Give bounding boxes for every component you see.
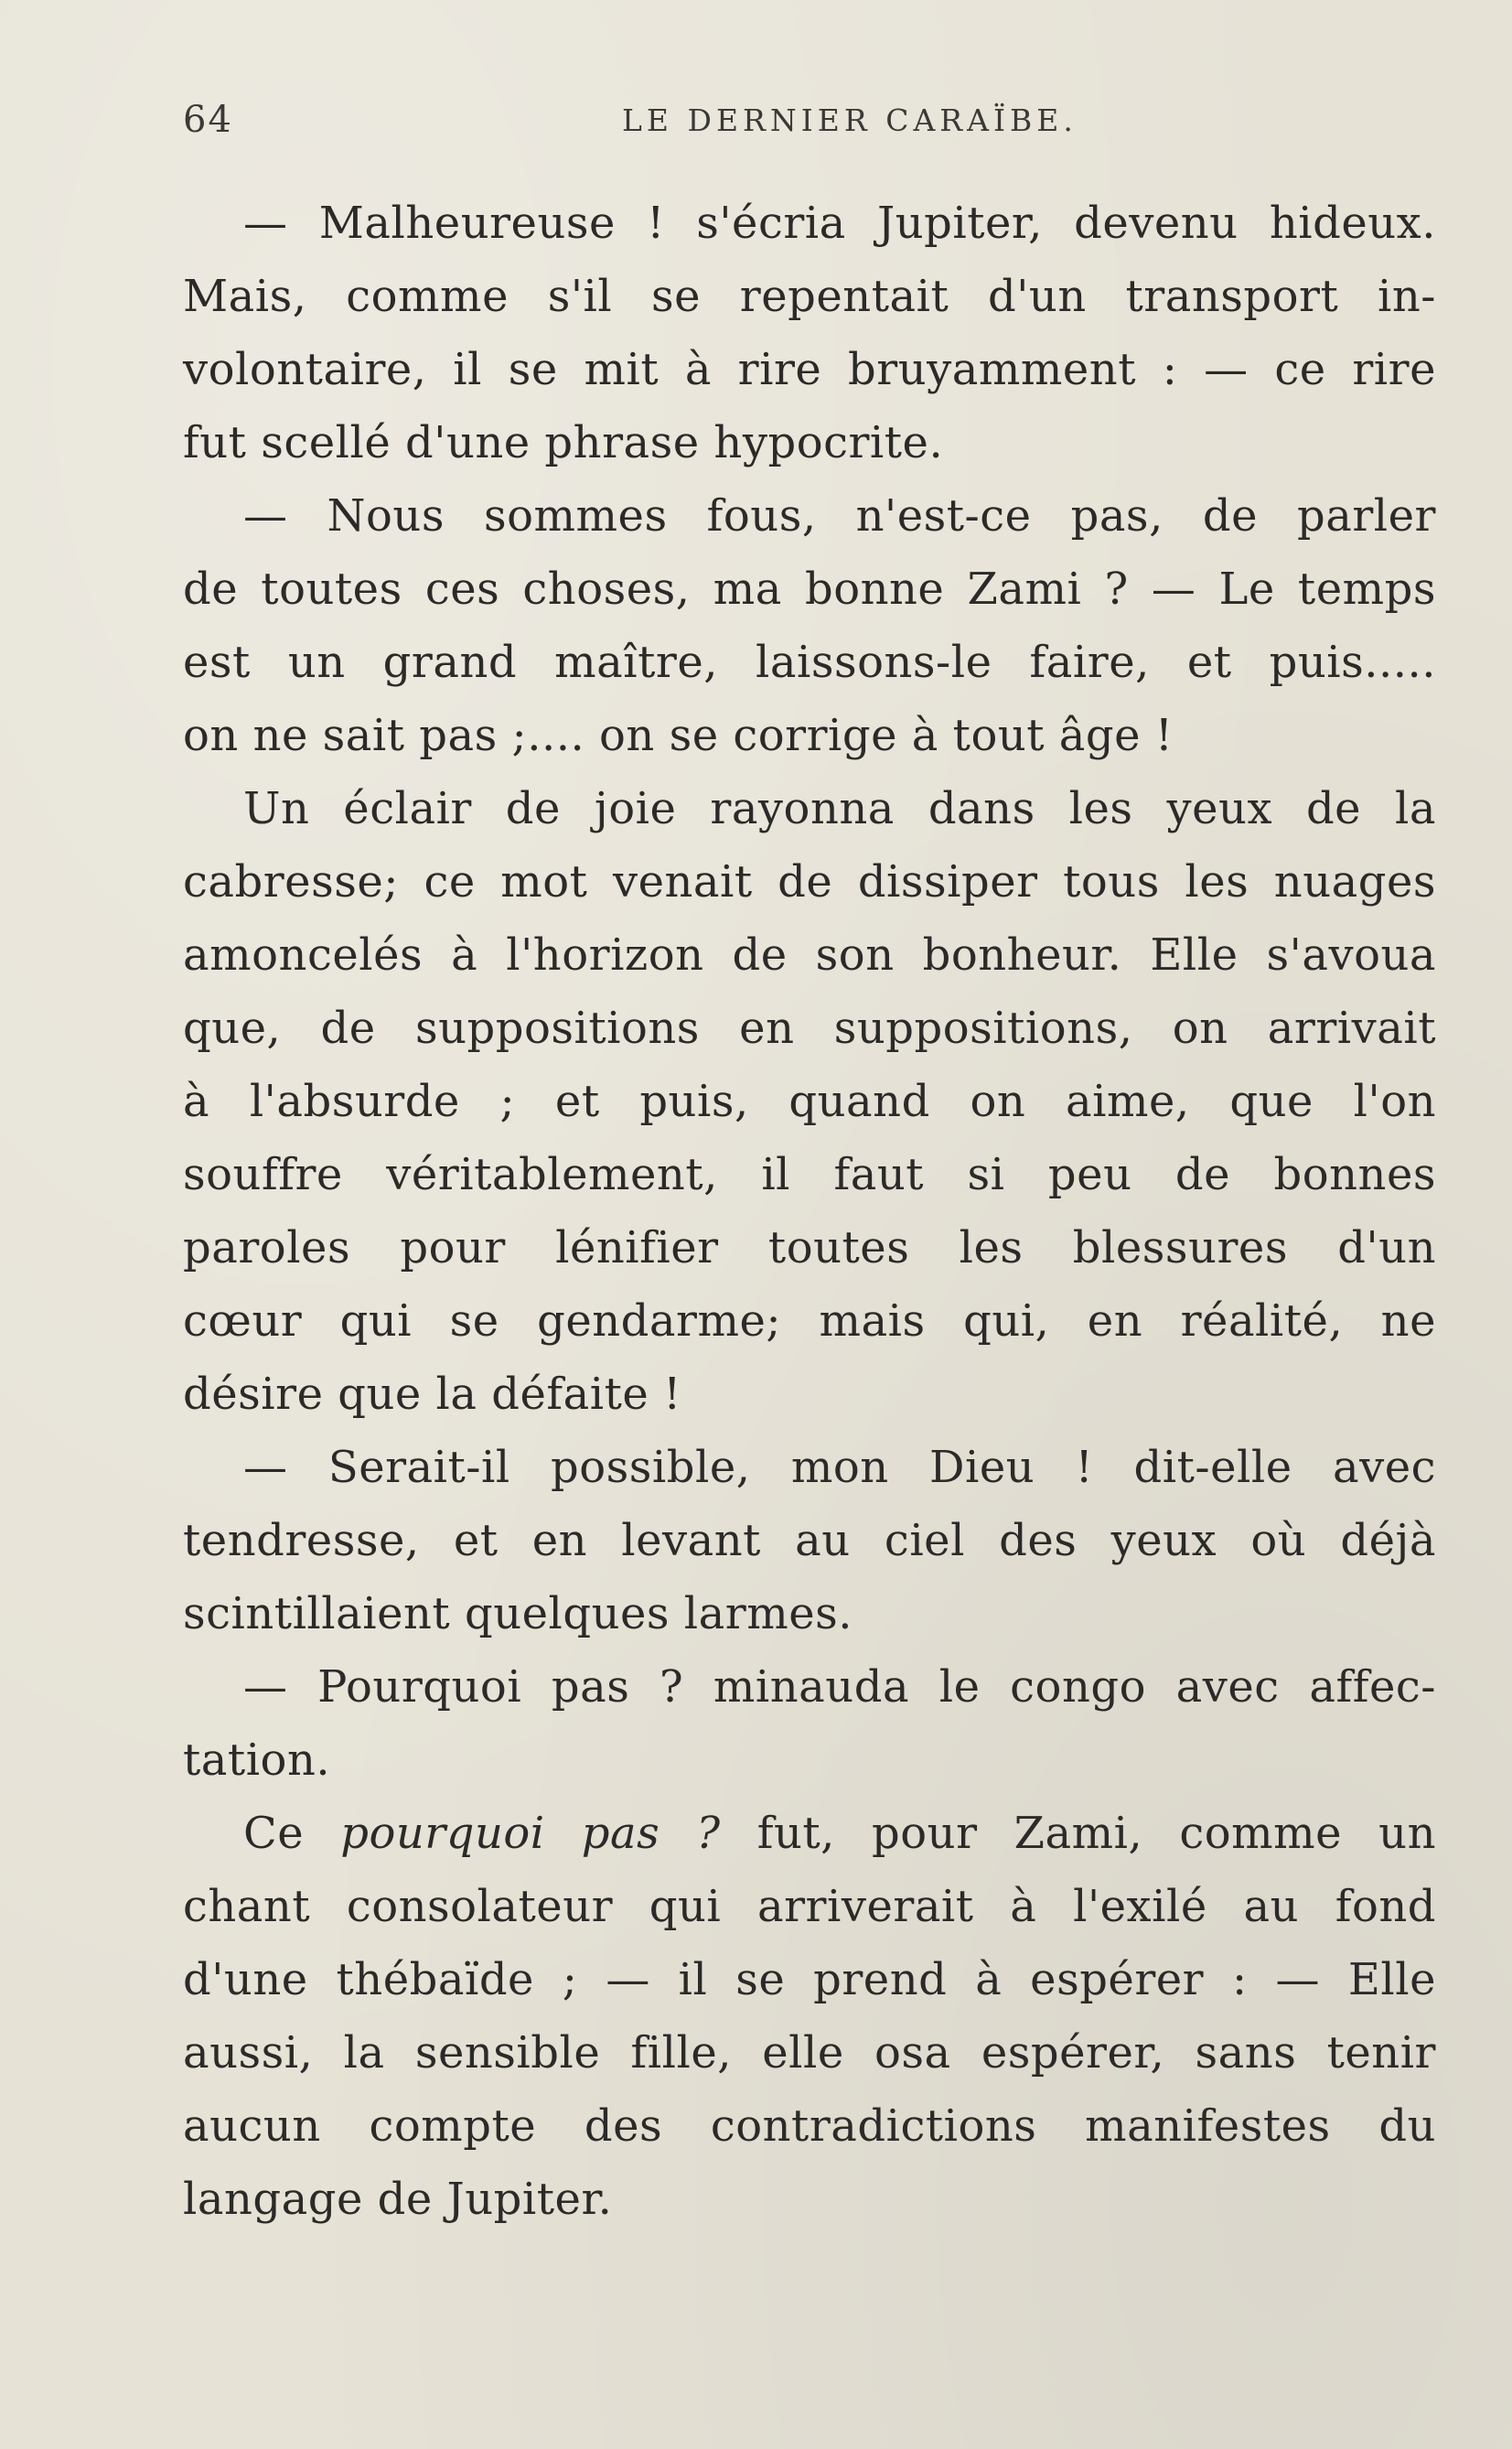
text-line: Un éclair de joie rayonna dans les yeux de la [243,783,1436,834]
running-title: LE DERNIER CARAÏBE. [622,102,1078,138]
body-text [183,187,1436,2236]
text-line: — Serait-il possible, mon Dieu ! dit-elle avec [243,1442,1436,1493]
text-line: scintillaient quelques larmes. [183,1588,853,1639]
text-line: — Malheureuse ! s'écria Jupiter, devenu hideux. [243,198,1436,249]
text-line: à l'absurde ; et puis, quand on aime, que l'on [183,1076,1436,1127]
text-segment: Ce [243,1808,341,1859]
text-line: est un grand maître, laissons-le faire, et puis..... [183,637,1436,688]
text-line: souffre véritablement, il faut si peu de bonnes [183,1149,1436,1200]
text-line: amoncelés à l'horizon de son bonheur. Elle s'avoua [183,929,1436,981]
text-line: que, de suppositions en suppositions, on arrivait [183,1003,1436,1054]
text-line: aucun compte des contradictions manifestes du [183,2100,1436,2152]
text-line: désire que la défaite ! [183,1369,681,1420]
text-line: cabresse; ce mot venait de dissiper tous les nuages [183,856,1436,908]
text-line: aussi, la sensible fille, elle osa espérer, sans tenir [183,2027,1436,2078]
text-line: de toutes ces choses, ma bonne Zami ? — Le temps [183,564,1436,615]
text-line: on ne sait pas ;.... on se corrige à tout âge ! [183,710,1174,761]
text-line: cœur qui se gendarme; mais qui, en réalité, ne [183,1295,1436,1347]
text-line: fut scellé d'une phrase hypocrite. [183,417,944,468]
text-line: volontaire, il se mit à rire bruyamment : — ce rire [183,344,1436,395]
text-line: d'une thébaïde ; — il se prend à espérer : — Elle [183,1954,1436,2005]
text-line: — Nous sommes fous, n'est-ce pas, de parler [243,490,1436,542]
text-line: — Pourquoi pas ? minauda le congo avec affec- [243,1661,1436,1713]
italic-phrase: pourquoi pas ? [340,1808,721,1859]
running-head [183,99,1409,150]
text-line: paroles pour lénifier toutes les blessures d'un [183,1222,1436,1273]
text-line: chant consolateur qui arriverait à l'exilé au fond [183,1881,1436,1932]
page-number: 64 [183,99,233,141]
text-segment: fut, pour Zami, comme un [720,1808,1437,1859]
text-line: Mais, comme s'il se repentait d'un transport in- [183,271,1436,322]
text-line: tation. [183,1735,331,1786]
text-line: langage de Jupiter. [183,2174,613,2225]
text-line: tendresse, et en levant au ciel des yeux où déjà [183,1515,1436,1566]
text-line-with-italic [183,1797,1436,1870]
